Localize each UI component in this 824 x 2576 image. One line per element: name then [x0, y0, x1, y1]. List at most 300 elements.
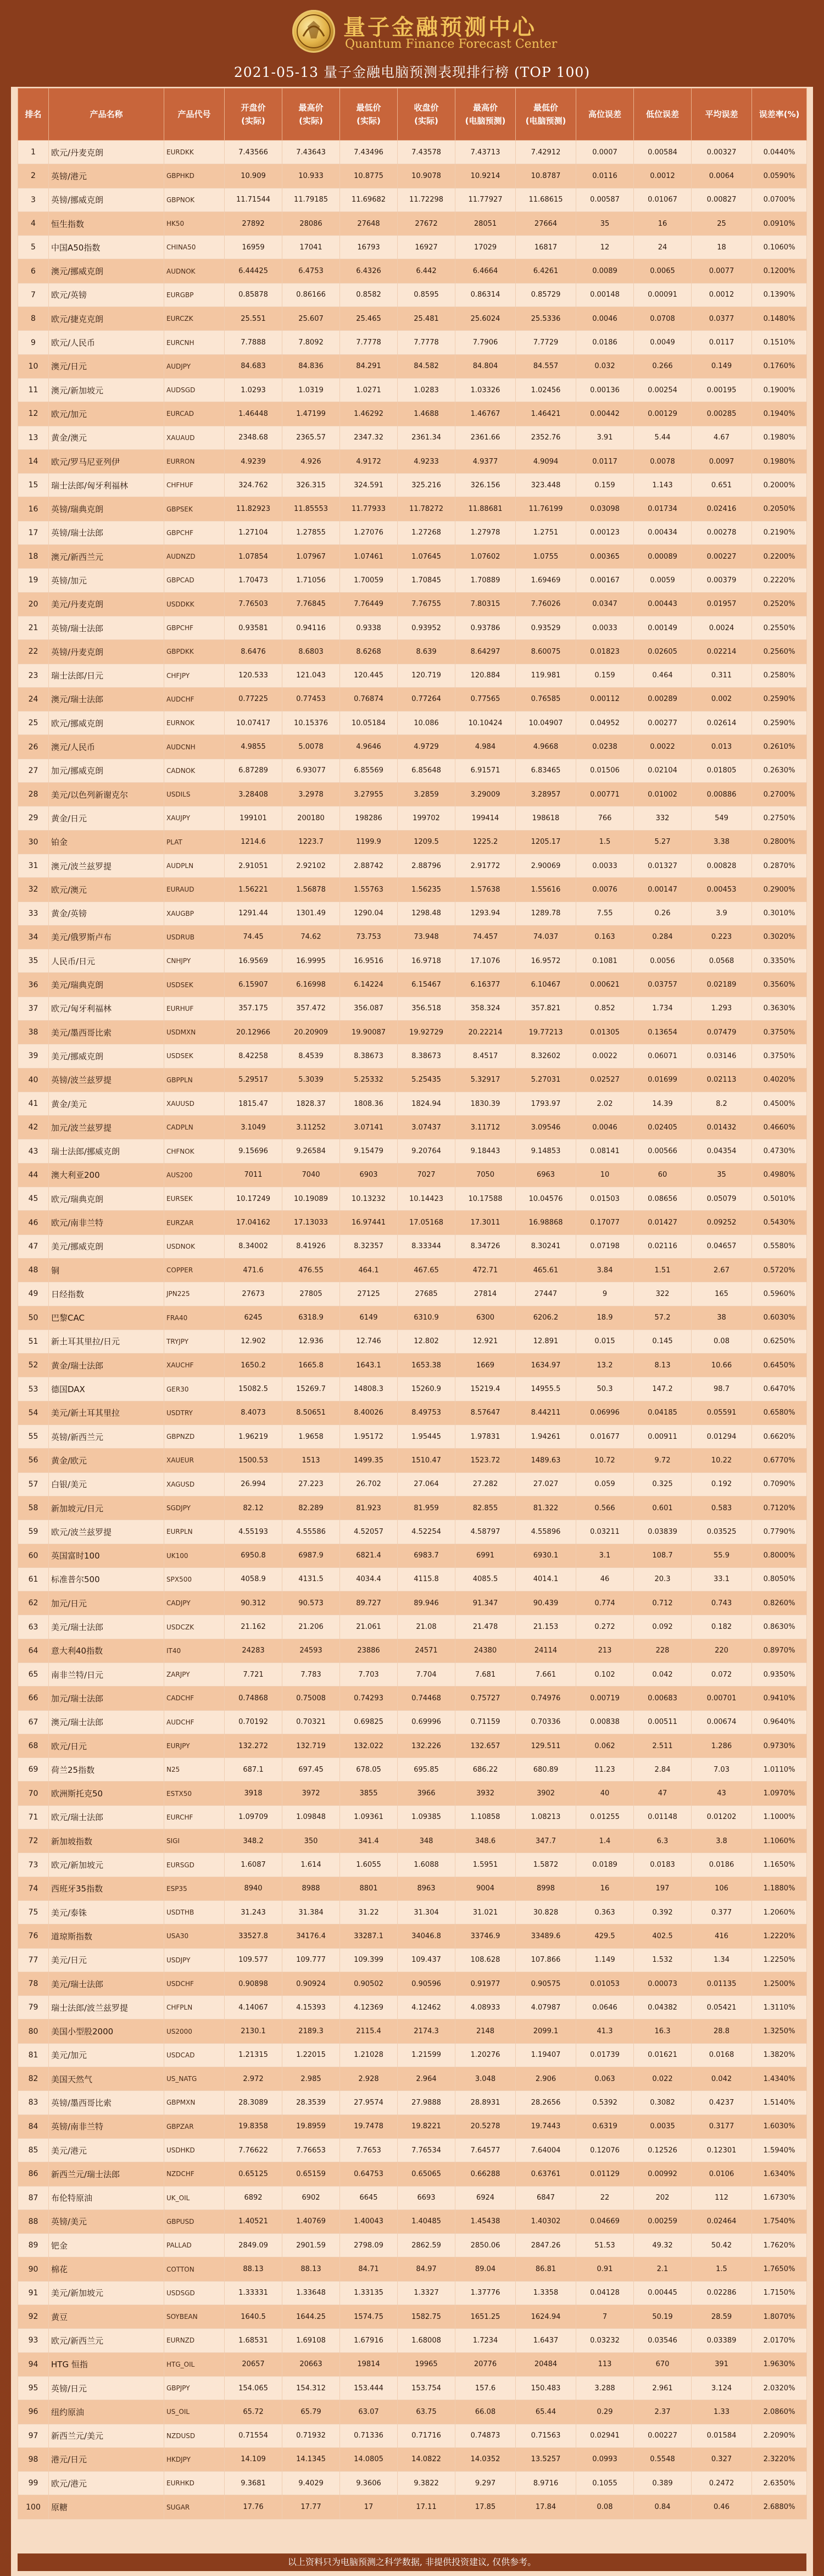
value-cell: 1.0283 — [398, 378, 455, 402]
value-cell: 0.77453 — [282, 687, 340, 711]
rank-cell: 21 — [18, 616, 49, 639]
value-cell: 17.84 — [516, 2495, 576, 2519]
table-row — [18, 1924, 807, 1948]
rank-cell: 89 — [18, 2234, 49, 2257]
product-name-cell: 美元/墨西哥比索 — [49, 1020, 164, 1044]
value-cell: 28.8 — [692, 2019, 752, 2043]
value-cell: 1.5140% — [752, 2091, 807, 2115]
product-code-cell: USDMXN — [164, 1020, 225, 1044]
column-header: 低位误差 — [634, 88, 692, 141]
value-cell: 24380 — [455, 1639, 516, 1662]
rank-cell: 7 — [18, 283, 49, 307]
table-row — [18, 1520, 807, 1544]
value-cell: 0.1940% — [752, 402, 807, 426]
value-cell: 0.00828 — [692, 854, 752, 877]
table-row — [18, 2376, 807, 2400]
value-cell: 0.042 — [634, 1663, 692, 1687]
value-cell: 0.0065 — [634, 259, 692, 283]
value-cell: 7.681 — [455, 1663, 516, 1687]
value-cell: 0.145 — [634, 1329, 692, 1353]
value-cell: 0.71563 — [516, 2424, 576, 2447]
value-cell: 14.0822 — [398, 2447, 455, 2471]
value-cell: 0.65065 — [398, 2162, 455, 2186]
product-name-cell: 英镑/加元 — [49, 569, 164, 592]
table-row — [18, 212, 807, 235]
product-code-cell: ZARJPY — [164, 1663, 225, 1687]
value-cell: 3.84 — [576, 1258, 634, 1282]
value-cell: 1.2751 — [516, 521, 576, 544]
value-cell: 0.00123 — [576, 521, 634, 544]
value-cell: 471.6 — [225, 1258, 282, 1282]
value-cell: 0.02527 — [576, 1068, 634, 1092]
value-cell: 0.6030% — [752, 1306, 807, 1329]
value-cell: 0.01305 — [576, 1020, 634, 1044]
brand-subtitle: Quantum Finance Forecast Center — [345, 37, 558, 51]
value-cell: 109.437 — [398, 1948, 455, 1972]
value-cell: 31.304 — [398, 1900, 455, 1924]
value-cell: 2115.4 — [340, 2019, 398, 2043]
value-cell: 0.00112 — [576, 687, 634, 711]
rank-cell: 98 — [18, 2447, 49, 2471]
value-cell: 0.6250% — [752, 1329, 807, 1353]
value-cell: 7.703 — [340, 1663, 398, 1687]
value-cell: 2189.3 — [282, 2019, 340, 2043]
value-cell: 11.68615 — [516, 188, 576, 212]
rank-cell: 60 — [18, 1544, 49, 1567]
value-cell: 1.02456 — [516, 378, 576, 402]
value-cell: 33287.1 — [340, 1924, 398, 1948]
product-code-cell: CHFPLN — [164, 1996, 225, 2019]
value-cell: 0.311 — [692, 664, 752, 687]
table-row — [18, 1116, 807, 1139]
value-cell: 2.92102 — [282, 854, 340, 877]
value-cell: 27685 — [398, 1282, 455, 1306]
value-cell: 0.00584 — [634, 141, 692, 164]
value-cell: 0.04354 — [692, 1139, 752, 1163]
rank-cell: 14 — [18, 449, 49, 473]
value-cell: 16927 — [398, 236, 455, 259]
value-cell: 1.7234 — [455, 2329, 516, 2352]
value-cell: 46 — [576, 1567, 634, 1591]
value-cell: 43 — [692, 1782, 752, 1805]
value-cell: 0.02113 — [692, 1068, 752, 1092]
value-cell: 0.01677 — [576, 1425, 634, 1449]
value-cell: 6983.7 — [398, 1544, 455, 1567]
product-name-cell: 荷兰25指数 — [49, 1758, 164, 1782]
table-body — [18, 141, 807, 2519]
value-cell: 7.64004 — [516, 2138, 576, 2162]
value-cell: 0.75008 — [282, 1687, 340, 1710]
value-cell: 323.448 — [516, 474, 576, 497]
product-name-cell: 美元/新加坡元 — [49, 2281, 164, 2305]
value-cell: 2348.68 — [225, 426, 282, 449]
rank-cell: 83 — [18, 2091, 49, 2115]
rank-cell: 80 — [18, 2019, 49, 2043]
value-cell: 1.7620% — [752, 2234, 807, 2257]
value-cell: 24571 — [398, 1639, 455, 1662]
rank-cell: 67 — [18, 1710, 49, 1734]
value-cell: 429.5 — [576, 1924, 634, 1948]
table-row — [18, 307, 807, 331]
value-cell: 4.984 — [455, 735, 516, 759]
value-cell: 0.392 — [634, 1900, 692, 1924]
table-row — [18, 1710, 807, 1734]
value-cell: 12.802 — [398, 1329, 455, 1353]
product-name-cell: 意大利40指数 — [49, 1639, 164, 1662]
value-cell: 84.291 — [340, 354, 398, 378]
value-cell: 326.315 — [282, 474, 340, 497]
value-cell: 10.04576 — [516, 1187, 576, 1211]
product-code-cell: GBPDKK — [164, 640, 225, 664]
value-cell: 27664 — [516, 212, 576, 235]
table-row — [18, 2234, 807, 2257]
value-cell: 8.60075 — [516, 640, 576, 664]
value-cell: 81.923 — [340, 1496, 398, 1520]
value-cell: 0.02614 — [692, 711, 752, 735]
value-cell: 25.481 — [398, 307, 455, 331]
value-cell: 3.8 — [692, 1829, 752, 1853]
value-cell: 7.8092 — [282, 331, 340, 354]
value-cell: 6903 — [340, 1163, 398, 1187]
table-row — [18, 331, 807, 354]
table-row — [18, 2400, 807, 2424]
rank-cell: 65 — [18, 1663, 49, 1687]
value-cell: 6847 — [516, 2186, 576, 2210]
value-cell: 1582.75 — [398, 2305, 455, 2329]
value-cell: 2361.66 — [455, 426, 516, 449]
table-row — [18, 1163, 807, 1187]
value-cell: 0.4020% — [752, 1068, 807, 1092]
value-cell: 1.03326 — [455, 378, 516, 402]
value-cell: 1643.1 — [340, 1354, 398, 1377]
value-cell: 6.442 — [398, 259, 455, 283]
value-cell: 0.5010% — [752, 1187, 807, 1211]
value-cell: 1214.6 — [225, 830, 282, 854]
product-name-cell: 新西兰元/瑞士法郎 — [49, 2162, 164, 2186]
value-cell: 0.01148 — [634, 1805, 692, 1829]
product-code-cell: GER30 — [164, 1377, 225, 1401]
value-cell: 1.8070% — [752, 2305, 807, 2329]
value-cell: 27805 — [282, 1282, 340, 1306]
value-cell: 1.47199 — [282, 402, 340, 426]
table-row — [18, 449, 807, 473]
product-name-cell: 英镑/丹麦克朗 — [49, 640, 164, 664]
value-cell: 1.5940% — [752, 2138, 807, 2162]
value-cell: 3.1 — [576, 1544, 634, 1567]
value-cell: 9.4029 — [282, 2472, 340, 2495]
value-cell: 0.852 — [576, 997, 634, 1020]
value-cell: 1.532 — [634, 1948, 692, 1972]
column-header: 产品代号 — [164, 88, 225, 141]
rank-cell: 48 — [18, 1258, 49, 1282]
value-cell: 1.56878 — [282, 878, 340, 902]
rank-cell: 92 — [18, 2305, 49, 2329]
value-cell: 4.9646 — [340, 735, 398, 759]
value-cell: 0.00091 — [634, 283, 692, 307]
product-code-cell: TRYJPY — [164, 1329, 225, 1353]
rank-cell: 46 — [18, 1211, 49, 1234]
value-cell: 109.577 — [225, 1948, 282, 1972]
product-code-cell: HTG_OIL — [164, 2352, 225, 2376]
value-cell: 89.727 — [340, 1592, 398, 1615]
value-cell: 63.75 — [398, 2400, 455, 2424]
product-name-cell: 欧元/澳元 — [49, 878, 164, 902]
value-cell: 0.6319 — [576, 2115, 634, 2138]
value-cell: 0.284 — [634, 925, 692, 949]
table-row — [18, 2447, 807, 2471]
product-name-cell: 英镑/挪威克朗 — [49, 188, 164, 212]
value-cell: 0.00911 — [634, 1425, 692, 1449]
table-row — [18, 1687, 807, 1710]
value-cell: 2365.57 — [282, 426, 340, 449]
value-cell: 24593 — [282, 1639, 340, 1662]
value-cell: 0.00365 — [576, 545, 634, 569]
value-cell: 6930.1 — [516, 1544, 576, 1567]
product-code-cell: USDILS — [164, 783, 225, 806]
value-cell: 1.3250% — [752, 2019, 807, 2043]
rank-cell: 34 — [18, 925, 49, 949]
value-cell: 8.13 — [634, 1354, 692, 1377]
value-cell: 21.061 — [340, 1615, 398, 1639]
product-name-cell: 布伦特原油 — [49, 2186, 164, 2210]
value-cell: 4085.5 — [455, 1567, 516, 1591]
value-cell: 0.774 — [576, 1592, 634, 1615]
value-cell: 82.289 — [282, 1496, 340, 1520]
rank-cell: 68 — [18, 1734, 49, 1757]
product-code-cell: EURCAD — [164, 402, 225, 426]
value-cell: 1.10858 — [455, 1805, 516, 1829]
value-cell: 0.00443 — [634, 592, 692, 616]
value-cell: 0.01294 — [692, 1425, 752, 1449]
value-cell: 0.01506 — [576, 759, 634, 782]
value-cell: 113 — [576, 2352, 634, 2376]
value-cell: 6645 — [340, 2186, 398, 2210]
value-cell: 0.0568 — [692, 949, 752, 973]
value-cell: 8.34726 — [455, 1234, 516, 1258]
value-cell: 0.00167 — [576, 569, 634, 592]
value-cell: 348 — [398, 1829, 455, 1853]
value-cell: 1665.8 — [282, 1354, 340, 1377]
value-cell: 687.1 — [225, 1758, 282, 1782]
value-cell: 0.0064 — [692, 164, 752, 188]
rank-cell: 22 — [18, 640, 49, 664]
value-cell: 6.44425 — [225, 259, 282, 283]
value-cell: 357.175 — [225, 997, 282, 1020]
value-cell: 1828.37 — [282, 1092, 340, 1115]
value-cell: 0.00259 — [634, 2210, 692, 2233]
value-cell: 10.10424 — [455, 711, 516, 735]
product-code-cell: XAUUSD — [164, 1092, 225, 1115]
rank-cell: 3 — [18, 188, 49, 212]
value-cell: 132.272 — [225, 1734, 282, 1757]
value-cell: 109.777 — [282, 1948, 340, 1972]
value-cell: 7.43713 — [455, 141, 516, 164]
value-cell: 1.6730% — [752, 2186, 807, 2210]
table-row — [18, 2043, 807, 2067]
value-cell: 121.043 — [282, 664, 340, 687]
value-cell: 0.1390% — [752, 283, 807, 307]
value-cell: 10.086 — [398, 711, 455, 735]
product-name-cell: 澳元/人民币 — [49, 735, 164, 759]
value-cell: 1.21599 — [398, 2043, 455, 2067]
value-cell: 3.11712 — [455, 1116, 516, 1139]
value-cell: 16.98868 — [516, 1211, 576, 1234]
product-name-cell: 加元/瑞士法郎 — [49, 1687, 164, 1710]
product-name-cell: 美元/新土耳其里拉 — [49, 1401, 164, 1425]
rank-cell: 61 — [18, 1567, 49, 1591]
value-cell: 2.972 — [225, 2067, 282, 2091]
value-cell: 0.2190% — [752, 521, 807, 544]
value-cell: 1.34 — [692, 1948, 752, 1972]
product-name-cell: 美元/瑞士法郎 — [49, 1972, 164, 1995]
value-cell: 1.40769 — [282, 2210, 340, 2233]
product-name-cell: 欧元/瑞士法郎 — [49, 1805, 164, 1829]
value-cell: 15269.7 — [282, 1377, 340, 1401]
value-cell: 3.2859 — [398, 783, 455, 806]
product-name-cell: 道琼斯指数 — [49, 1924, 164, 1948]
value-cell: 2849.09 — [225, 2234, 282, 2257]
value-cell: 0.2520% — [752, 592, 807, 616]
table-row — [18, 569, 807, 592]
value-cell: 153.444 — [340, 2376, 398, 2400]
value-cell: 2.928 — [340, 2067, 398, 2091]
product-name-cell: 瑞士法郎/匈牙利福林 — [49, 474, 164, 497]
rank-cell: 20 — [18, 592, 49, 616]
value-cell: 0.00254 — [634, 378, 692, 402]
value-cell: 74.62 — [282, 925, 340, 949]
value-cell: 402.5 — [634, 1924, 692, 1948]
product-name-cell: 铜 — [49, 1258, 164, 1282]
value-cell: 4131.5 — [282, 1567, 340, 1591]
value-cell: 1.71056 — [282, 569, 340, 592]
value-cell: 90.439 — [516, 1592, 576, 1615]
value-cell: 391 — [692, 2352, 752, 2376]
value-cell: 14955.5 — [516, 1377, 576, 1401]
rank-cell: 95 — [18, 2376, 49, 2400]
value-cell: 1.7540% — [752, 2210, 807, 2233]
value-cell: 1640.5 — [225, 2305, 282, 2329]
product-name-cell: 黄金/欧元 — [49, 1449, 164, 1472]
value-cell: 1.51 — [634, 1258, 692, 1282]
value-cell: 26.994 — [225, 1472, 282, 1496]
value-cell: 1.2250% — [752, 1948, 807, 1972]
product-name-cell: 瑞士法郎/日元 — [49, 664, 164, 687]
product-code-cell: EURCHF — [164, 1805, 225, 1829]
value-cell: 0.1980% — [752, 449, 807, 473]
value-cell: 6.4664 — [455, 259, 516, 283]
value-cell: 9.20764 — [398, 1139, 455, 1163]
value-cell: 9.15696 — [225, 1139, 282, 1163]
value-cell: 0.0089 — [576, 259, 634, 283]
table-row — [18, 1472, 807, 1496]
value-cell: 0.69825 — [340, 1710, 398, 1734]
table-row — [18, 925, 807, 949]
product-name-cell: 西班牙35指数 — [49, 1877, 164, 1900]
value-cell: 0.0377 — [692, 307, 752, 331]
value-cell: 17.1076 — [455, 949, 516, 973]
value-cell: 0.01739 — [576, 2043, 634, 2067]
rank-cell: 86 — [18, 2162, 49, 2186]
value-cell: 1.27855 — [282, 521, 340, 544]
value-cell: 0.00129 — [634, 402, 692, 426]
value-cell: 0.03839 — [634, 1520, 692, 1544]
table-row — [18, 1449, 807, 1472]
value-cell: 0.07479 — [692, 1020, 752, 1044]
value-cell: 90.312 — [225, 1592, 282, 1615]
value-cell: 697.45 — [282, 1758, 340, 1782]
product-name-cell: 德国DAX — [49, 1377, 164, 1401]
value-cell: 0.2200% — [752, 545, 807, 569]
value-cell: 357.821 — [516, 997, 576, 1020]
product-name-cell: 澳元/瑞士法郎 — [49, 1710, 164, 1734]
rank-cell: 85 — [18, 2138, 49, 2162]
value-cell: 0.0186 — [576, 331, 634, 354]
value-cell: 4.12462 — [398, 1996, 455, 2019]
value-cell: 0.00838 — [576, 1710, 634, 1734]
table-row — [18, 1782, 807, 1805]
value-cell: 0.76585 — [516, 687, 576, 711]
value-cell: 0.00771 — [576, 783, 634, 806]
product-code-cell: CHFJPY — [164, 664, 225, 687]
value-cell: 21.206 — [282, 1615, 340, 1639]
value-cell: 8.9716 — [516, 2472, 576, 2495]
value-cell: 0.00327 — [692, 141, 752, 164]
ranking-sheet — [11, 0, 813, 2576]
value-cell: 1523.72 — [455, 1449, 516, 1472]
value-cell: 6245 — [225, 1306, 282, 1329]
rank-cell: 45 — [18, 1187, 49, 1211]
value-cell: 12.936 — [282, 1329, 340, 1353]
value-cell: 7.721 — [225, 1663, 282, 1687]
value-cell: 0.00587 — [576, 188, 634, 212]
value-cell: 7.03 — [692, 1758, 752, 1782]
value-cell: 322 — [634, 1282, 692, 1306]
value-cell: 5.27031 — [516, 1068, 576, 1092]
value-cell: 0.8050% — [752, 1567, 807, 1591]
value-cell: 1650.2 — [225, 1354, 282, 1377]
product-code-cell: COTTON — [164, 2257, 225, 2281]
value-cell: 1.40521 — [225, 2210, 282, 2233]
value-cell: 4.9729 — [398, 735, 455, 759]
value-cell: 467.65 — [398, 1258, 455, 1282]
value-cell: 0.08 — [692, 1329, 752, 1353]
value-cell: 1.0293 — [225, 378, 282, 402]
rank-cell: 47 — [18, 1234, 49, 1258]
value-cell: 0.76874 — [340, 687, 398, 711]
value-cell: 1.5 — [576, 830, 634, 854]
value-cell: 0.0077 — [692, 259, 752, 283]
rank-cell: 42 — [18, 1116, 49, 1139]
value-cell: 464.1 — [340, 1258, 398, 1282]
value-cell: 0.3020% — [752, 925, 807, 949]
product-code-cell: CADJPY — [164, 1592, 225, 1615]
value-cell: 0.01734 — [634, 497, 692, 521]
value-cell: 12.891 — [516, 1329, 576, 1353]
value-cell: 9.297 — [455, 2472, 516, 2495]
product-code-cell: EURJPY — [164, 1734, 225, 1757]
product-code-cell: USDSEK — [164, 1044, 225, 1068]
value-cell: 10.13232 — [340, 1187, 398, 1211]
value-cell: 40 — [576, 1782, 634, 1805]
value-cell: 0.01255 — [576, 1805, 634, 1829]
value-cell: 0.00227 — [692, 545, 752, 569]
value-cell: 0.0238 — [576, 735, 634, 759]
table-row — [18, 2281, 807, 2305]
value-cell: 1.2500% — [752, 1972, 807, 1995]
value-cell: 0.00277 — [634, 711, 692, 735]
value-cell: 0.0183 — [634, 1853, 692, 1877]
value-cell: 0.1055 — [576, 2472, 634, 2495]
